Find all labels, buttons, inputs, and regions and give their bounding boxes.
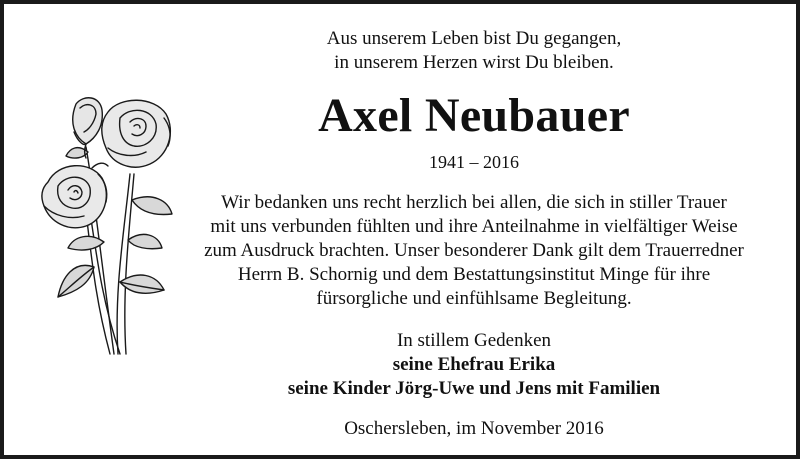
deceased-name: Axel Neubauer — [318, 89, 630, 142]
life-years: 1941 – 2016 — [429, 152, 519, 172]
thanks-line: zum Ausdruck brachten. Unser besonderer Dank gilt dem Trauerredner — [204, 240, 744, 261]
mourner-line: seine Ehefrau Erika — [392, 354, 556, 375]
memorial-line: In stillem Gedenken — [396, 330, 552, 351]
mourner-line: seine Kinder Jörg-Uwe und Jens mit Familien — [287, 378, 661, 399]
verse-line: Aus unserem Leben bist Du gegangen, — [326, 28, 622, 49]
verse-line: in unserem Herzen wirst Du bleiben. — [334, 52, 614, 73]
thanks-line: mit uns verbunden fühlten und ihre Anteilnahme in vielfältiger Weise — [210, 216, 738, 237]
place-date: Oschersleben, im November 2016 — [344, 418, 604, 439]
thanks-line: Wir bedanken uns recht herzlich bei allen, die sich in stiller Trauer — [221, 192, 727, 213]
thanks-line: fürsorgliche und einfühlsame Begleitung. — [316, 288, 632, 309]
thanks-line: Herrn B. Schornig und dem Bestattungsinstitut Minge für ihre — [237, 264, 711, 285]
